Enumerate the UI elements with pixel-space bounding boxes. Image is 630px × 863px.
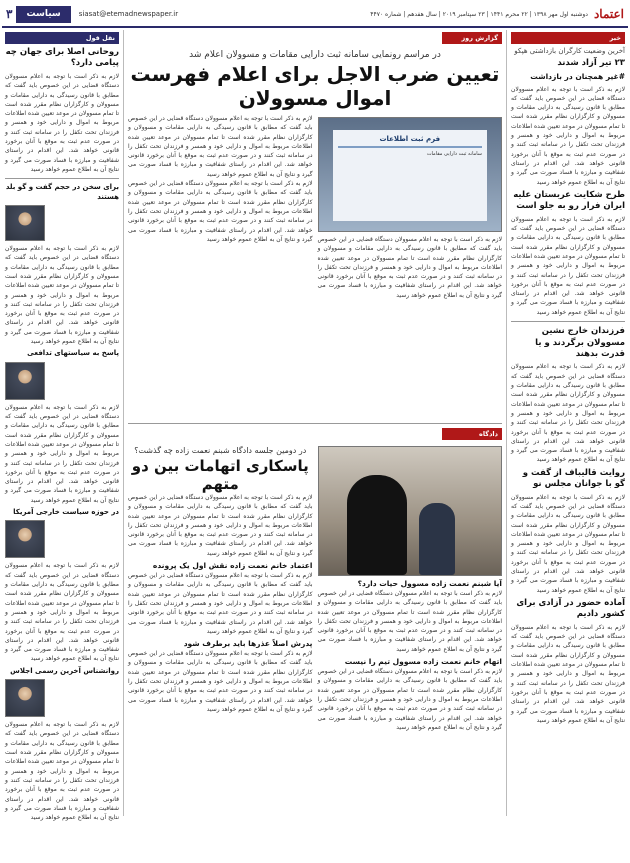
newspaper-logo: اعتماد xyxy=(593,7,624,21)
subheading: اتهام خانم نعمت زاده مسوول تیم را نیست xyxy=(344,657,502,667)
story-kicker: آخرین وضعیت کارگران بازداشتی هپکو xyxy=(514,47,625,55)
story-headline: روحانی اصلا برای جهان چه پیامی دارد؟ xyxy=(5,47,119,69)
court-tag: دادگاه xyxy=(442,428,502,440)
right-column xyxy=(506,30,628,816)
story-body: لازم به ذکر است با توجه به اعلام مسوولان دستگاه قضایی در این خصوص باید گفت که مطابق با قانون رسیدگی به دارایی مقامات و مسوولان و کارگزاران نظام مقرر شده است تا تمام مسوولان در موعد تعیین شده اطلاعات مربوط به اموال و دارایی خود و همسر و فرزندان تحت تکفل را در سامانه ثبت کنند و در صورت عدم ثبت به موقع با آنان برخورد قانونی خواهد شد. این اقدام در راستای شفافیت و مبارزه با فساد صورت می گیرد و نتایج آن به اطلاع عموم خواهد رسید xyxy=(5,403,119,504)
story-body: لازم به ذکر است با توجه به اعلام مسوولان دستگاه قضایی در این خصوص باید گفت که مطابق با قانون رسیدگی به دارایی مقامات و مسوولان و کارگزاران نظام مقرر شده است تا تمام مسوولان در موعد تعیین شده اطلاعات مربوط به اموال و دارایی خود و همسر و فرزندان تحت تکفل را در سامانه ثبت کنند و در صورت عدم ثبت به موقع با آنان برخورد قانونی خواهد شد. این اقدام در راستای شفافیت و مبارزه با فساد صورت می گیرد و نتایج آن به اطلاع عموم خواهد رسید xyxy=(128,180,313,243)
section-email[interactable]: siasat@etemadnewspaper.ir xyxy=(78,10,179,18)
dateline: دوشنبه اول مهر ۱۳۹۸ | ۲۲ محرم ۱۴۴۱ | ۲۳ سپتامبر ۲۰۱۹ | سال هفدهم | شماره ۴۴۷۰ xyxy=(370,10,588,18)
story-body: لازم به ذکر است با توجه به اعلام مسوولان دستگاه قضایی در این خصوص باید گفت که مطابق با قانون رسیدگی به دارایی مقامات و مسوولان و کارگزاران نظام مقرر شده است تا تمام مسوولان در موعد تعیین شده اطلاعات مربوط به اموال و دارایی خود و همسر و فرزندان تحت تکفل را در سامانه ثبت کنند و در صورت عدم ثبت به موقع با آنان برخورد قانونی خواهد شد. این اقدام در راستای شفافیت و مبارزه با فساد صورت می گیرد و نتایج آن به اطلاع عموم خواهد رسید xyxy=(511,363,625,464)
screen-photo xyxy=(318,117,503,232)
story-headline: روانشناس آخرین رسمی اجلاس xyxy=(10,666,119,675)
story-headline: در حوزه سیاست خارجی آمریکا xyxy=(13,508,119,517)
story-headline: #غیر همچنان در بازداشت xyxy=(530,72,625,82)
page-header xyxy=(2,2,628,28)
divider xyxy=(5,178,119,179)
story-body: لازم به ذکر است با توجه به اعلام مسوولان دستگاه قضایی در این خصوص باید گفت که مطابق با قانون رسیدگی به دارایی مقامات و مسوولان و کارگزاران نظام مقرر شده است تا تمام مسوولان در موعد تعیین شده اطلاعات مربوط به اموال و دارایی خود و همسر و فرزندان تحت تکفل را در سامانه ثبت کنند و در صورت عدم ثبت به موقع با آنان برخورد قانونی خواهد شد. این اقدام در راستای شفافیت و مبارزه با فساد صورت می گیرد و نتایج آن به اطلاع عموم خواهد رسید xyxy=(128,494,313,557)
story-headline: پاسخ به سیاستهای تدافعی xyxy=(27,349,119,358)
subheading: آیا شبنم نعمت زاده مسوول حیات دارد؟ xyxy=(357,579,502,588)
story-body: لازم به ذکر است با توجه به اعلام مسوولان دستگاه قضایی در این خصوص باید گفت که مطابق با قانون رسیدگی به دارایی مقامات و مسوولان و کارگزاران نظام مقرر شده است تا تمام مسوولان در موعد تعیین شده اطلاعات مربوط به اموال و دارایی خود و همسر و فرزندان تحت تکفل را در سامانه ثبت کنند و در صورت عدم ثبت به موقع با آنان برخورد قانونی خواهد شد. این اقدام در راستای شفافیت و مبارزه با فساد صورت می گیرد و نتایج آن به اطلاع عموم خواهد رسید xyxy=(5,245,119,346)
story-body: لازم به ذکر است با توجه به اعلام مسوولان دستگاه قضایی در این خصوص باید گفت که مطابق با قانون رسیدگی به دارایی مقامات و مسوولان و کارگزاران نظام مقرر شده است تا تمام مسوولان در موعد تعیین شده اطلاعات مربوط به اموال و دارایی خود و همسر و فرزندان تحت تکفل را در سامانه ثبت کنند و در صورت عدم ثبت به موقع با آنان برخورد قانونی خواهد شد. این اقدام در راستای شفافیت و مبارزه با فساد صورت می گیرد و نتایج آن به اطلاع عموم خواهد رسید xyxy=(511,623,625,724)
portrait-photo xyxy=(5,520,45,558)
left-column xyxy=(2,30,124,822)
main-kicker: در مراسم رونمایی سامانه ثبت دارایی مقامات و مسوولان اعلام شد xyxy=(189,50,441,60)
story-body: لازم به ذکر است با توجه به اعلام مسوولان دستگاه قضایی در این خصوص باید گفت که مطابق با قانون رسیدگی به دارایی مقامات و مسوولان و کارگزاران نظام مقرر شده است تا تمام مسوولان در موعد تعیین شده اطلاعات مربوط به اموال و دارایی خود و همسر و فرزندان تحت تکفل را در سامانه ثبت کنند و در صورت عدم ثبت به موقع با آنان برخورد قانونی خواهد شد. این اقدام در راستای شفافیت و مبارزه با فساد صورت می گیرد و نتایج آن به اطلاع عموم خواهد رسید xyxy=(5,562,119,663)
story-body: لازم به ذکر است با توجه به اعلام مسوولان دستگاه قضایی در این خصوص باید گفت که مطابق با قانون رسیدگی به دارایی مقامات و مسوولان و کارگزاران نظام مقرر شده است تا تمام مسوولان در موعد تعیین شده اطلاعات مربوط به اموال و دارایی خود و همسر و فرزندان تحت تکفل را در سامانه ثبت کنند و در صورت عدم ثبت به موقع با آنان برخورد قانونی خواهد شد. این اقدام در راستای شفافیت و مبارزه با فساد صورت می گیرد و نتایج آن به اطلاع عموم خواهد رسید xyxy=(317,590,502,653)
story-body: لازم به ذکر است با توجه به اعلام مسوولان دستگاه قضایی در این خصوص باید گفت که مطابق با قانون رسیدگی به دارایی مقامات و مسوولان و کارگزاران نظام مقرر شده است تا تمام مسوولان در موعد تعیین شده اطلاعات مربوط به اموال و دارایی خود و همسر و فرزندان تحت تکفل را در سامانه ثبت کنند و در صورت عدم ثبت به موقع با آنان برخورد قانونی خواهد شد. این اقدام در راستای شفافیت و مبارزه با فساد صورت می گیرد و نتایج آن به اطلاع عموم خواهد رسید xyxy=(511,493,625,594)
story-headline: آماده حضور در آزادی برای کشور دادیم xyxy=(516,597,625,620)
story-body: لازم به ذکر است با توجه به اعلام مسوولان دستگاه قضایی در این خصوص باید گفت که مطابق با قانون رسیدگی به دارایی مقامات و مسوولان و کارگزاران نظام مقرر شده است تا تمام مسوولان در موعد تعیین شده اطلاعات مربوط به اموال و دارایی خود و همسر و فرزندان تحت تکفل را در سامانه ثبت کنند و در صورت عدم ثبت به موقع با آنان برخورد قانونی خواهد شد. این اقدام در راستای شفافیت و مبارزه با فساد صورت می گیرد و نتایج آن به اطلاع عموم خواهد رسید xyxy=(128,115,313,178)
story-body: لازم به ذکر است با توجه به اعلام مسوولان دستگاه قضایی در این خصوص باید گفت که مطابق با قانون رسیدگی به دارایی مقامات و مسوولان و کارگزاران نظام مقرر شده است تا تمام مسوولان در موعد تعیین شده اطلاعات مربوط به اموال و دارایی خود و همسر و فرزندان تحت تکفل را در سامانه ثبت کنند و در صورت عدم ثبت به موقع با آنان برخورد قانونی خواهد شد. این اقدام در راستای شفافیت و مبارزه با فساد صورت می گیرد و نتایج آن به اطلاع عموم خواهد رسید xyxy=(128,572,313,635)
story-body: لازم به ذکر است با توجه به اعلام مسوولان دستگاه قضایی در این خصوص باید گفت که مطابق با قانون رسیدگی به دارایی مقامات و مسوولان و کارگزاران نظام مقرر شده است تا تمام مسوولان در موعد تعیین شده اطلاعات مربوط به اموال و دارایی خود و همسر و فرزندان تحت تکفل را در سامانه ثبت کنند و در صورت عدم ثبت به موقع با آنان برخورد قانونی خواهد شد. این اقدام در راستای شفافیت و مبارزه با فساد صورت می گیرد و نتایج آن به اطلاع عموم خواهد رسید xyxy=(5,721,119,822)
courtroom-photo xyxy=(318,446,503,576)
story-headline: روایت قالیباف از گفت و گو با جوانان مجلس نو xyxy=(522,467,625,490)
story-photo-block xyxy=(318,114,503,419)
story-body: لازم به ذکر است با توجه به اعلام مسوولان دستگاه قضایی در این خصوص باید گفت که مطابق با قانون رسیدگی به دارایی مقامات و مسوولان و کارگزاران نظام مقرر شده است تا تمام مسوولان در موعد تعیین شده اطلاعات مربوط به اموال و دارایی خود و همسر و فرزندان تحت تکفل را در سامانه ثبت کنند و در صورت عدم ثبت به موقع با آنان برخورد قانونی خواهد شد. این اقدام در راستای شفافیت و مبارزه با فساد صورت می گیرد و نتایج آن به اطلاع عموم خواهد رسید xyxy=(5,72,119,173)
document-screen xyxy=(333,130,488,221)
news-tag: خبر xyxy=(511,32,625,44)
court-kicker: در دومین جلسه دادگاه شبنم نعمت زاده چه گذشت؟ xyxy=(134,446,307,455)
report-tag: گزارش روز xyxy=(442,32,502,44)
portrait-photo xyxy=(5,362,45,400)
story-headline: فرزندان خارج نشین مسوولان برگردند و یا قدرت بدهند xyxy=(535,326,625,359)
story-body: لازم به ذکر است با توجه به اعلام مسوولان دستگاه قضایی در این خصوص باید گفت که مطابق با قانون رسیدگی به دارایی مقامات و مسوولان و کارگزاران نظام مقرر شده است تا تمام مسوولان در موعد تعیین شده اطلاعات مربوط به اموال و دارایی خود و همسر و فرزندان تحت تکفل را در سامانه ثبت کنند و در صورت عدم ثبت به موقع با آنان برخورد قانونی خواهد شد. این اقدام در راستای شفافیت و مبارزه با فساد صورت می گیرد و نتایج آن به اطلاع عموم خواهد رسید xyxy=(511,85,625,186)
divider xyxy=(511,321,625,322)
defendant-figure xyxy=(347,475,407,575)
story-headline: طرح شکایت عربستان علیه ایران فرار رو به جلو است xyxy=(513,189,625,212)
document-caption: سامانه ثبت دارایی مقامات xyxy=(426,151,482,157)
story-headline: برای سخن در حجم گفت و گو بلد هستند xyxy=(5,183,119,201)
main-stories xyxy=(128,30,502,816)
story-body: لازم به ذکر است با توجه به اعلام مسوولان دستگاه قضایی در این خصوص باید گفت که مطابق با قانون رسیدگی به دارایی مقامات و مسوولان و کارگزاران نظام مقرر شده است تا تمام مسوولان در موعد تعیین شده اطلاعات مربوط به اموال و دارایی خود و همسر و فرزندان تحت تکفل را در سامانه ثبت کنند و در صورت عدم ثبت به موقع با آنان برخورد قانونی خواهد شد. این اقدام در راستای شفافیت و مبارزه با فساد صورت می گیرد و نتایج آن به اطلاع عموم خواهد رسید xyxy=(128,650,313,713)
page-number: ۳ xyxy=(6,7,13,21)
court-headline: پاسکاری اتهامات بین دو متهم xyxy=(131,457,309,493)
subheading: اعتماد خانم نعمت زاده نقش اول یک پرونده xyxy=(152,561,313,571)
story-body: لازم به ذکر است با توجه به اعلام مسوولان دستگاه قضایی در این خصوص باید گفت که مطابق با قانون رسیدگی به دارایی مقامات و مسوولان و کارگزاران نظام مقرر شده است تا تمام مسوولان در موعد تعیین شده اطلاعات مربوط به اموال و دارایی خود و همسر و فرزندان تحت تکفل را در سامانه ثبت کنند و در صورت عدم ثبت به موقع با آنان برخورد قانونی خواهد شد. این اقدام در راستای شفافیت و مبارزه با فساد صورت می گیرد و نتایج آن به اطلاع عموم خواهد رسید xyxy=(317,668,502,731)
portrait-photo xyxy=(5,205,45,241)
quote-tag: نقل قول xyxy=(5,32,119,44)
story-body: لازم به ذکر است با توجه به اعلام مسوولان دستگاه قضایی در این خصوص باید گفت که مطابق با قانون رسیدگی به دارایی مقامات و مسوولان و کارگزاران نظام مقرر شده است تا تمام مسوولان در موعد تعیین شده اطلاعات مربوط به اموال و دارایی خود و همسر و فرزندان تحت تکفل را در سامانه ثبت کنند و در صورت عدم ثبت به موقع با آنان برخورد قانونی خواهد شد. این اقدام در راستای شفافیت و مبارزه با فساد صورت می گیرد و نتایج آن به اطلاع عموم خواهد رسید xyxy=(511,215,625,316)
divider xyxy=(128,423,502,424)
main-headline: تعیین ضرب الاجل برای اعلام فهرست اموال مسوولان xyxy=(130,62,500,110)
officer-figure xyxy=(419,503,455,575)
portrait-photo xyxy=(5,679,45,717)
document-title: فرم ثبت اطلاعات xyxy=(379,135,441,143)
story-headline: ۲۳ تیر آزاد شدند xyxy=(557,58,625,68)
section-title: سیاست xyxy=(16,6,70,23)
subheading: پدرش اصلاً عذرها باید برطرف شود xyxy=(183,639,313,649)
story-body: لازم به ذکر است با توجه به اعلام مسوولان دستگاه قضایی در این خصوص باید گفت که مطابق با قانون رسیدگی به دارایی مقامات و مسوولان و کارگزاران نظام مقرر شده است تا تمام مسوولان در موعد تعیین شده اطلاعات مربوط به اموال و دارایی خود و همسر و فرزندان تحت تکفل را در سامانه ثبت کنند و در صورت عدم ثبت به موقع با آنان برخورد قانونی خواهد شد. این اقدام در راستای شفافیت و مبارزه با فساد صورت می گیرد و نتایج آن به اطلاع عموم خواهد رسید xyxy=(317,236,502,299)
